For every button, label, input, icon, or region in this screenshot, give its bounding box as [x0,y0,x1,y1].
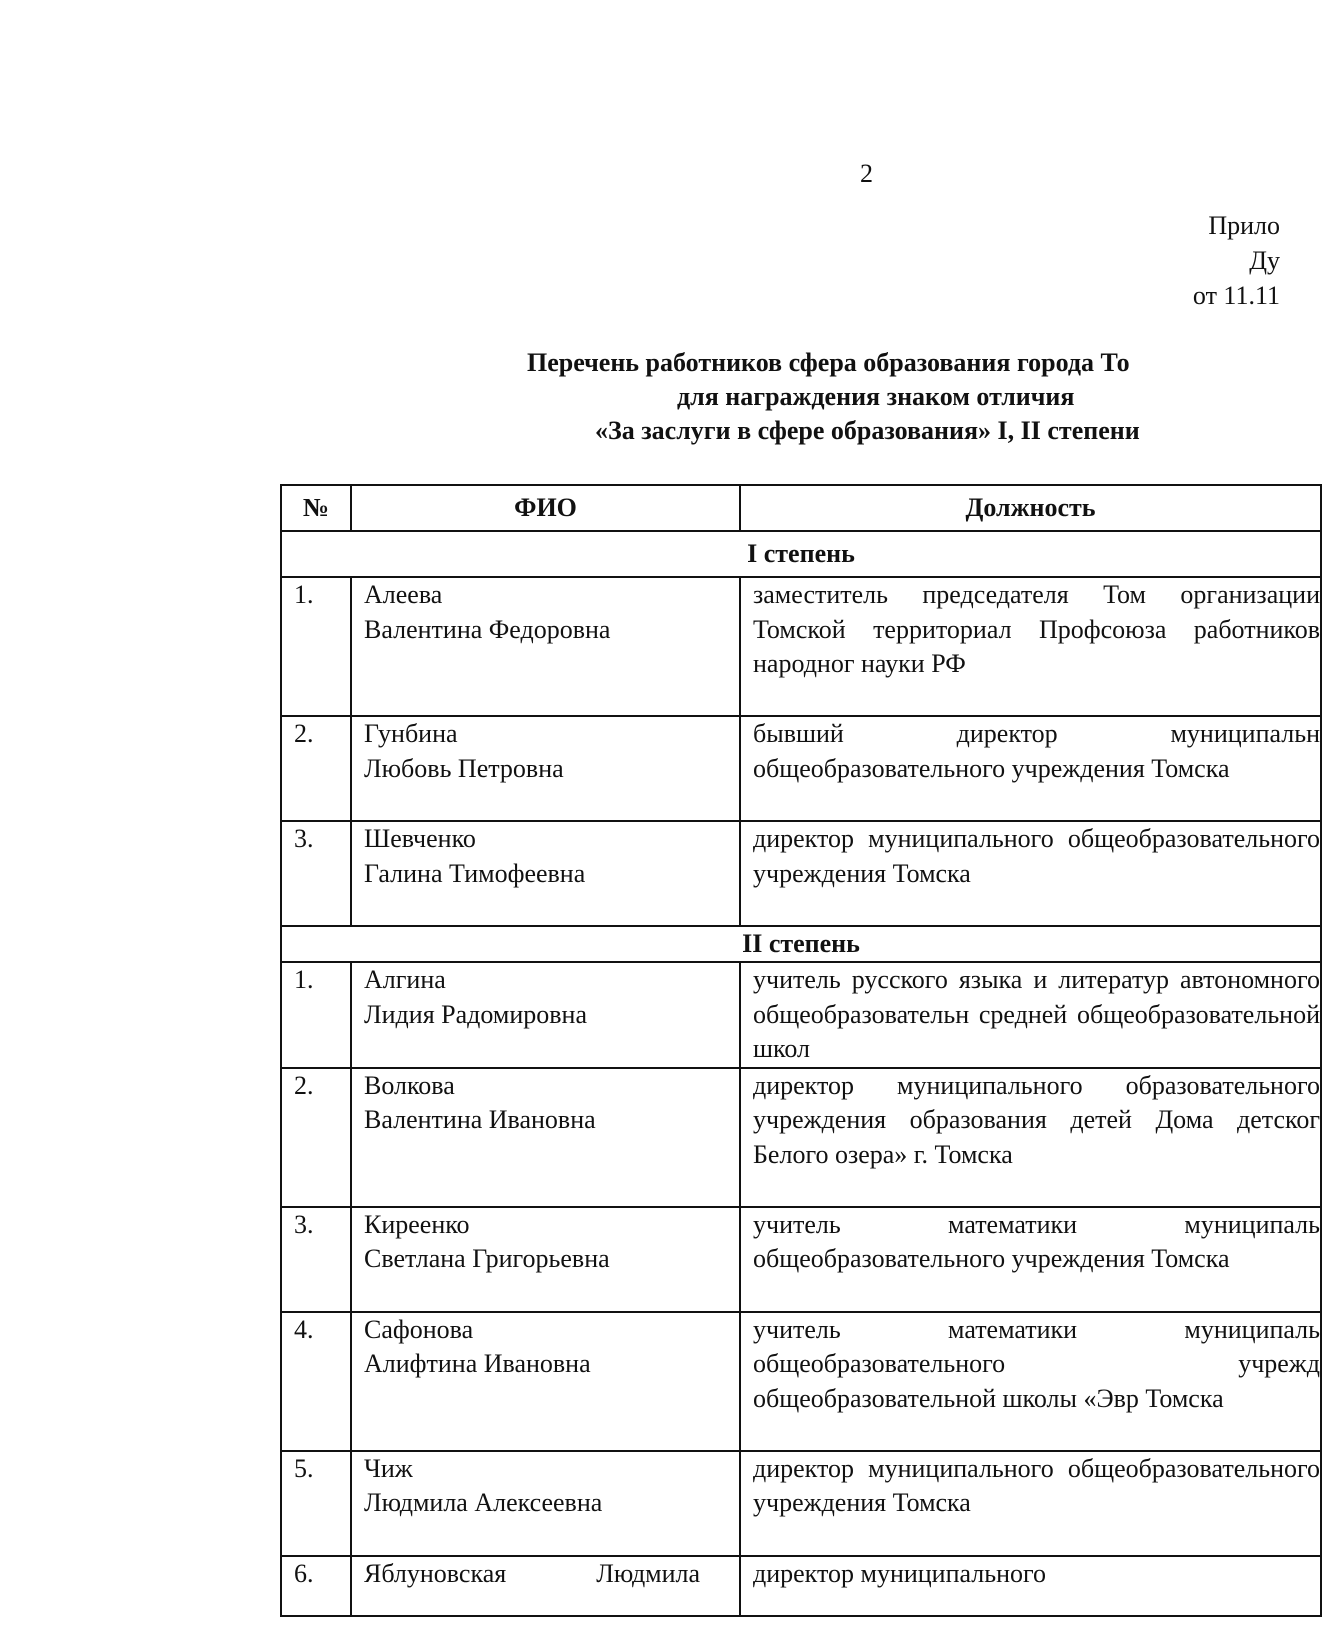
section-title: II степень [281,926,1321,962]
row-name [351,1068,740,1207]
header-name: ФИО [351,485,740,531]
table-row [281,962,1321,1068]
table-row [281,1556,1321,1616]
row-name [351,1207,740,1312]
page-number: 2 [860,159,873,188]
section-row-degree-1 [281,531,1321,577]
row-position: заместитель председателя Том организации Томской территориал Профсоюза работников народног науки РФ [740,577,1321,716]
row-number: 6. [281,1556,351,1616]
row-position: бывший директор муниципальн общеобразовательного учреждения Томска [740,716,1321,821]
row-given-name: Валентина Ивановна [364,1105,596,1135]
row-given-name: Любовь Петровна [364,753,564,783]
appendix-line-1: Прило [1208,211,1280,240]
row-surname: Алеева [364,580,443,609]
row-number: 3. [281,821,351,926]
row-surname: Чиж [364,1453,413,1483]
awardees-table [280,484,1322,1617]
row-name [351,577,740,716]
row-surname: Алгина [364,965,446,994]
row-name [351,962,740,1068]
row-position: директор муниципального [740,1556,1321,1616]
row-given-name: Светлана Григорьевна [364,1244,610,1274]
row-surname: Киреенко [364,1209,470,1239]
row-given-name: Людмила Алексеевна [364,1488,603,1518]
row-number: 1. [281,577,351,716]
row-position: директор муниципального общеобразовательного учреждения Томска [740,1451,1321,1556]
row-given-name: Алифтина Ивановна [364,1349,591,1379]
row-position: учитель математики муниципаль общеобразовательного учреждения Томска [740,1207,1321,1312]
row-number: 1. [281,962,351,1068]
row-name [351,821,740,926]
section-title: I степень [281,531,1321,577]
table-row [281,1207,1321,1312]
row-position: директор муниципального общеобразовательного учреждения Томска [740,821,1321,926]
row-name [351,1451,740,1556]
row-surname: Сафонова [364,1314,474,1344]
table-row [281,1312,1321,1451]
table-row [281,1068,1321,1207]
table-row [281,1451,1321,1556]
row-number: 2. [281,716,351,821]
row-surname: Гунбина [364,719,458,748]
row-given-name: Лидия Радомировна [364,999,587,1029]
row-number: 3. [281,1207,351,1312]
table-row [281,821,1321,926]
table-header-row [281,485,1321,531]
row-surname: Волкова [364,1070,455,1100]
row-number: 4. [281,1312,351,1451]
header-number: № [281,485,351,531]
row-surname: Яблуновская Людмила [364,1558,701,1588]
row-position: директор муниципального образовательного учреждения образования детей Дома детског Белого озера» г. Томска [740,1068,1321,1207]
row-number: 5. [281,1451,351,1556]
row-name [351,716,740,821]
section-row-degree-2 [281,926,1321,962]
appendix-header [1080,208,1280,313]
row-name [351,1556,740,1616]
row-name [351,1312,740,1451]
appendix-line-3: от 11.11 [1192,281,1280,310]
header-position: Должность [740,485,1321,531]
row-given-name: Галина Тимофеевна [364,858,586,888]
row-position: учитель математики муниципаль общеобразовательного учрежд общеобразовательной школы «Эвр Томска [740,1312,1321,1451]
title-line-2: для награждения знаком отличия [677,382,1075,411]
appendix-line-2: Ду [1249,246,1280,275]
document-title [500,346,1280,448]
title-line-1: Перечень работников сфера образования города То [527,348,1130,377]
table-row [281,716,1321,821]
row-surname: Шевченко [364,824,476,853]
row-number: 2. [281,1068,351,1207]
row-position: учитель русского языка и литератур автономного общеобразовательн средней общеобразовательной школ [740,962,1321,1068]
title-line-3: «За заслуги в сфере образования» I, II степени [595,416,1140,445]
table-row [281,577,1321,716]
row-given-name: Валентина Федоровна [364,614,611,644]
